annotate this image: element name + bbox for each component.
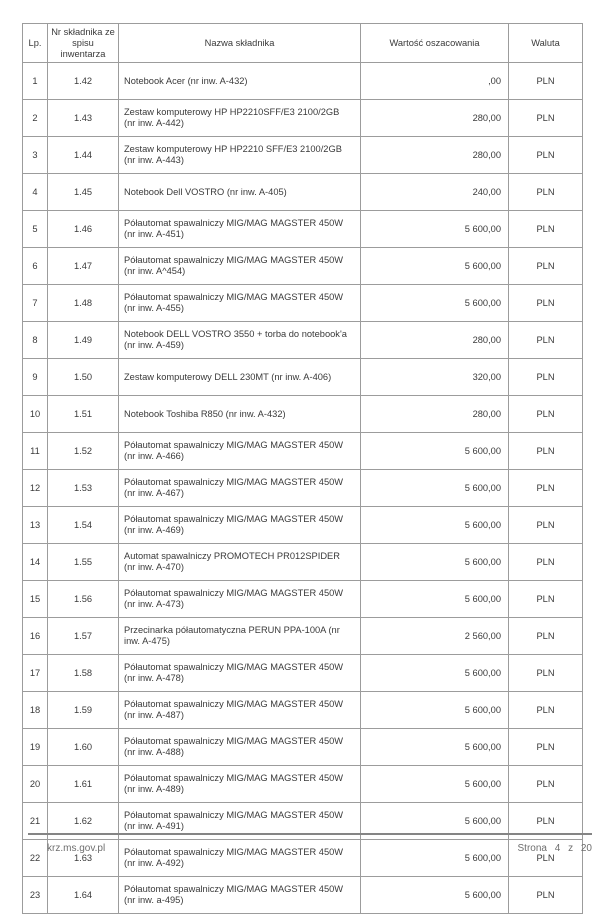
cell-wartosc: 5 600,00 xyxy=(361,544,509,581)
cell-wartosc: 320,00 xyxy=(361,359,509,396)
cell-nazwa: Automat spawalniczy PROMOTECH PR012SPIDER (nr inw. A-470) xyxy=(119,544,361,581)
cell-lp: 23 xyxy=(23,877,48,914)
cell-nr: 1.59 xyxy=(48,692,119,729)
cell-lp: 18 xyxy=(23,692,48,729)
table-row xyxy=(23,544,583,581)
cell-wartosc: 240,00 xyxy=(361,174,509,211)
cell-nazwa: Zestaw komputerowy HP HP2210SFF/E3 2100/2GB (nr inw. A-442) xyxy=(119,100,361,137)
cell-waluta: PLN xyxy=(509,433,583,470)
cell-wartosc: 280,00 xyxy=(361,322,509,359)
cell-wartosc: 5 600,00 xyxy=(361,581,509,618)
cell-lp: 14 xyxy=(23,544,48,581)
cell-waluta: PLN xyxy=(509,766,583,803)
table-header-row xyxy=(23,24,583,63)
cell-nr: 1.52 xyxy=(48,433,119,470)
table-row xyxy=(23,581,583,618)
cell-nr: 1.47 xyxy=(48,248,119,285)
inventory-table xyxy=(22,23,583,914)
cell-nr: 1.42 xyxy=(48,63,119,100)
cell-waluta: PLN xyxy=(509,63,583,100)
cell-waluta: PLN xyxy=(509,692,583,729)
cell-nazwa: Półautomat spawalniczy MIG/MAG MAGSTER 450W (nr inw. A-455) xyxy=(119,285,361,322)
cell-wartosc: 280,00 xyxy=(361,396,509,433)
header-nr-skladnika: Nr składnika ze spisu inwentarza xyxy=(48,24,119,63)
table-row xyxy=(23,285,583,322)
cell-nazwa: Półautomat spawalniczy MIG/MAG MAGSTER 450W (nr inw. A-488) xyxy=(119,729,361,766)
cell-nr: 1.44 xyxy=(48,137,119,174)
cell-wartosc: 5 600,00 xyxy=(361,655,509,692)
table-row xyxy=(23,359,583,396)
cell-lp: 10 xyxy=(23,396,48,433)
cell-wartosc: 5 600,00 xyxy=(361,766,509,803)
cell-nr: 1.43 xyxy=(48,100,119,137)
cell-nr: 1.54 xyxy=(48,507,119,544)
cell-wartosc: 5 600,00 xyxy=(361,285,509,322)
cell-nr: 1.60 xyxy=(48,729,119,766)
cell-lp: 2 xyxy=(23,100,48,137)
cell-nr: 1.49 xyxy=(48,322,119,359)
cell-nazwa: Notebook DELL VOSTRO 3550 + torba do notebook'a (nr inw. A-459) xyxy=(119,322,361,359)
cell-lp: 1 xyxy=(23,63,48,100)
cell-nr: 1.53 xyxy=(48,470,119,507)
cell-nr: 1.63 xyxy=(48,840,119,877)
header-wartosc-oszacowania: Wartość oszacowania xyxy=(361,24,509,63)
cell-waluta: PLN xyxy=(509,655,583,692)
cell-nazwa: Zestaw komputerowy HP HP2210 SFF/E3 2100/2GB (nr inw. A-443) xyxy=(119,137,361,174)
cell-lp: 12 xyxy=(23,470,48,507)
table-row xyxy=(23,692,583,729)
cell-waluta: PLN xyxy=(509,359,583,396)
cell-wartosc: 280,00 xyxy=(361,137,509,174)
cell-waluta: PLN xyxy=(509,803,583,840)
cell-waluta: PLN xyxy=(509,840,583,877)
table-row xyxy=(23,507,583,544)
cell-nr: 1.61 xyxy=(48,766,119,803)
cell-nazwa: Półautomat spawalniczy MIG/MAG MAGSTER 450W (nr inw. A-473) xyxy=(119,581,361,618)
cell-lp: 13 xyxy=(23,507,48,544)
cell-lp: 20 xyxy=(23,766,48,803)
cell-nr: 1.50 xyxy=(48,359,119,396)
table-row xyxy=(23,248,583,285)
cell-lp: 9 xyxy=(23,359,48,396)
cell-nazwa: Półautomat spawalniczy MIG/MAG MAGSTER 450W (nr inw. A-466) xyxy=(119,433,361,470)
cell-lp: 17 xyxy=(23,655,48,692)
cell-nr: 1.51 xyxy=(48,396,119,433)
cell-nazwa: Półautomat spawalniczy MIG/MAG MAGSTER 450W (nr inw. A-487) xyxy=(119,692,361,729)
cell-lp: 6 xyxy=(23,248,48,285)
footer-site-label: krz.ms.gov.pl xyxy=(47,843,106,854)
cell-waluta: PLN xyxy=(509,877,583,914)
cell-lp: 19 xyxy=(23,729,48,766)
cell-waluta: PLN xyxy=(509,544,583,581)
cell-lp: 15 xyxy=(23,581,48,618)
cell-wartosc: 5 600,00 xyxy=(361,877,509,914)
table-row xyxy=(23,840,583,877)
cell-waluta: PLN xyxy=(509,137,583,174)
table-row xyxy=(23,137,583,174)
cell-nazwa: Półautomat spawalniczy MIG/MAG MAGSTER 450W (nr inw. a-495) xyxy=(119,877,361,914)
cell-lp: 7 xyxy=(23,285,48,322)
table-row xyxy=(23,322,583,359)
cell-waluta: PLN xyxy=(509,100,583,137)
cell-nazwa: Półautomat spawalniczy MIG/MAG MAGSTER 450W (nr inw. A-467) xyxy=(119,470,361,507)
cell-waluta: PLN xyxy=(509,248,583,285)
cell-nr: 1.46 xyxy=(48,211,119,248)
table-row xyxy=(23,766,583,803)
header-nazwa-skladnika: Nazwa składnika xyxy=(119,24,361,63)
cell-nr: 1.64 xyxy=(48,877,119,914)
cell-lp: 21 xyxy=(23,803,48,840)
cell-waluta: PLN xyxy=(509,581,583,618)
cell-wartosc: 5 600,00 xyxy=(361,470,509,507)
table-row xyxy=(23,433,583,470)
table-row xyxy=(23,211,583,248)
cell-waluta: PLN xyxy=(509,470,583,507)
cell-waluta: PLN xyxy=(509,507,583,544)
cell-waluta: PLN xyxy=(509,729,583,766)
table-row xyxy=(23,174,583,211)
table-row xyxy=(23,63,583,100)
cell-lp: 8 xyxy=(23,322,48,359)
cell-wartosc: 5 600,00 xyxy=(361,729,509,766)
cell-nazwa: Półautomat spawalniczy MIG/MAG MAGSTER 450W (nr inw. A-478) xyxy=(119,655,361,692)
cell-waluta: PLN xyxy=(509,174,583,211)
cell-nazwa: Przecinarka półautomatyczna PERUN PPA-100A (nr inw. A-475) xyxy=(119,618,361,655)
cell-nazwa: Półautomat spawalniczy MIG/MAG MAGSTER 450W (nr inw. A-492) xyxy=(119,840,361,877)
cell-waluta: PLN xyxy=(509,396,583,433)
cell-nazwa: Półautomat spawalniczy MIG/MAG MAGSTER 450W (nr inw. A-451) xyxy=(119,211,361,248)
table-row xyxy=(23,729,583,766)
cell-waluta: PLN xyxy=(509,285,583,322)
cell-nazwa: Półautomat spawalniczy MIG/MAG MAGSTER 450W (nr inw. A-469) xyxy=(119,507,361,544)
table-header xyxy=(23,24,583,63)
cell-wartosc: 280,00 xyxy=(361,100,509,137)
cell-nr: 1.58 xyxy=(48,655,119,692)
cell-nazwa: Półautomat spawalniczy MIG/MAG MAGSTER 450W (nr inw. A-491) xyxy=(119,803,361,840)
table-row xyxy=(23,655,583,692)
cell-nr: 1.55 xyxy=(48,544,119,581)
table-row xyxy=(23,618,583,655)
cell-nr: 1.62 xyxy=(48,803,119,840)
table-row xyxy=(23,396,583,433)
cell-waluta: PLN xyxy=(509,618,583,655)
header-waluta: Waluta xyxy=(509,24,583,63)
cell-nr: 1.57 xyxy=(48,618,119,655)
cell-lp: 11 xyxy=(23,433,48,470)
table-row xyxy=(23,470,583,507)
cell-wartosc: 5 600,00 xyxy=(361,248,509,285)
cell-wartosc: 5 600,00 xyxy=(361,507,509,544)
cell-wartosc: 5 600,00 xyxy=(361,433,509,470)
cell-wartosc: 5 600,00 xyxy=(361,211,509,248)
cell-wartosc: 2 560,00 xyxy=(361,618,509,655)
cell-wartosc: 5 600,00 xyxy=(361,692,509,729)
cell-nazwa: Notebook Dell VOSTRO (nr inw. A-405) xyxy=(119,174,361,211)
cell-nazwa: Notebook Acer (nr inw. A-432) xyxy=(119,63,361,100)
cell-nazwa: Półautomat spawalniczy MIG/MAG MAGSTER 450W (nr inw. A^454) xyxy=(119,248,361,285)
footer-divider xyxy=(28,833,592,835)
cell-lp: 4 xyxy=(23,174,48,211)
cell-lp: 3 xyxy=(23,137,48,174)
cell-wartosc: 5 600,00 xyxy=(361,840,509,877)
cell-waluta: PLN xyxy=(509,211,583,248)
cell-lp: 16 xyxy=(23,618,48,655)
cell-waluta: PLN xyxy=(509,322,583,359)
cell-nazwa: Notebook Toshiba R850 (nr inw. A-432) xyxy=(119,396,361,433)
cell-wartosc: ,00 xyxy=(361,63,509,100)
cell-lp: 22 xyxy=(23,840,48,877)
cell-lp: 5 xyxy=(23,211,48,248)
table-body xyxy=(23,63,583,914)
cell-nazwa: Półautomat spawalniczy MIG/MAG MAGSTER 450W (nr inw. A-489) xyxy=(119,766,361,803)
cell-nr: 1.56 xyxy=(48,581,119,618)
table-row xyxy=(23,877,583,914)
footer-page-number: Strona 4 z 20 xyxy=(517,843,592,854)
cell-wartosc: 5 600,00 xyxy=(361,803,509,840)
cell-nazwa: Zestaw komputerowy DELL 230MT (nr inw. A-406) xyxy=(119,359,361,396)
cell-nr: 1.45 xyxy=(48,174,119,211)
cell-nr: 1.48 xyxy=(48,285,119,322)
table-row xyxy=(23,100,583,137)
header-lp: Lp. xyxy=(23,24,48,63)
